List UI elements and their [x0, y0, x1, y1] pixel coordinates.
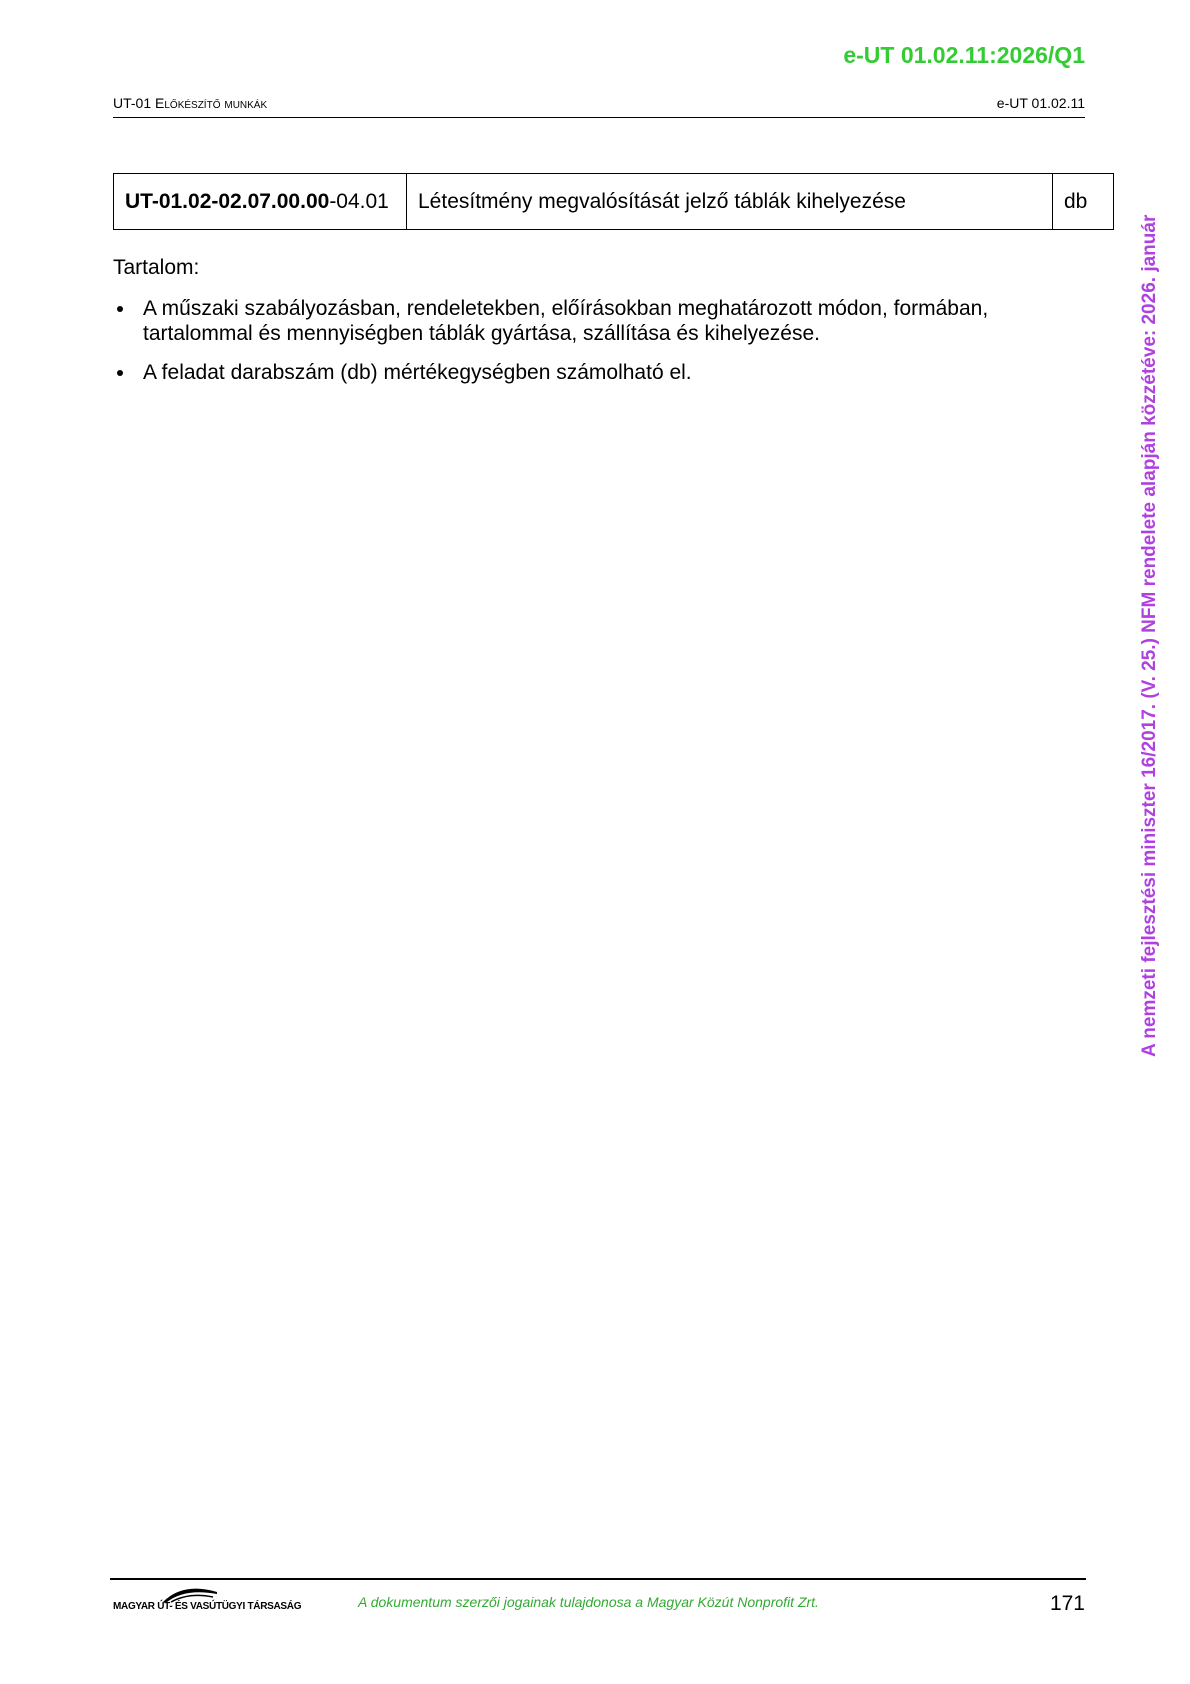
document-code: e-UT 01.02.11:2026/Q1 [843, 42, 1085, 68]
item-code-main: UT-01.02-02.07.00.00 [125, 189, 330, 213]
running-header-section: UT-01 Előkészítő munkák [113, 95, 268, 111]
item-row [114, 174, 1114, 230]
item-unit-cell: db [1053, 174, 1114, 230]
page-number: 171 [1049, 1592, 1085, 1615]
logo-text: MAGYAR ÚT- ÉS VASÚTÜGYI TÁRSASÁG [113, 1601, 302, 1612]
item-title-cell: Létesítmény megvalósítását jelző táblák kihelyezése [407, 174, 1053, 230]
copyright-notice: A dokumentum szerzői jogainak tulajdonosa a Magyar Közút Nonprofit Zrt. [358, 1594, 819, 1610]
content-bullet-list [113, 296, 1063, 399]
running-header-code: e-UT 01.02.11 [996, 95, 1085, 111]
item-table [113, 173, 1114, 230]
item-code-cell [114, 174, 407, 230]
item-code-suffix: -04.01 [329, 189, 389, 213]
footer-divider [110, 1578, 1086, 1580]
content-label: Tartalom: [113, 256, 200, 279]
running-header [113, 95, 1085, 118]
list-item: A feladat darabszám (db) mértékegységben számolható el. [113, 360, 1063, 385]
list-item: A műszaki szabályozásban, rendeletekben, előírásokban meghatározott módon, formában, tartalommal és mennyiségben táblák gyártása, szállítása és kihelyezése. [113, 296, 1063, 346]
publication-side-note: A nemzeti fejlesztési miniszter 16/2017. (V. 25.) NFM rendelete alapján közzétéve: 2026. január [1139, 214, 1160, 1057]
society-logo [113, 1584, 302, 1624]
